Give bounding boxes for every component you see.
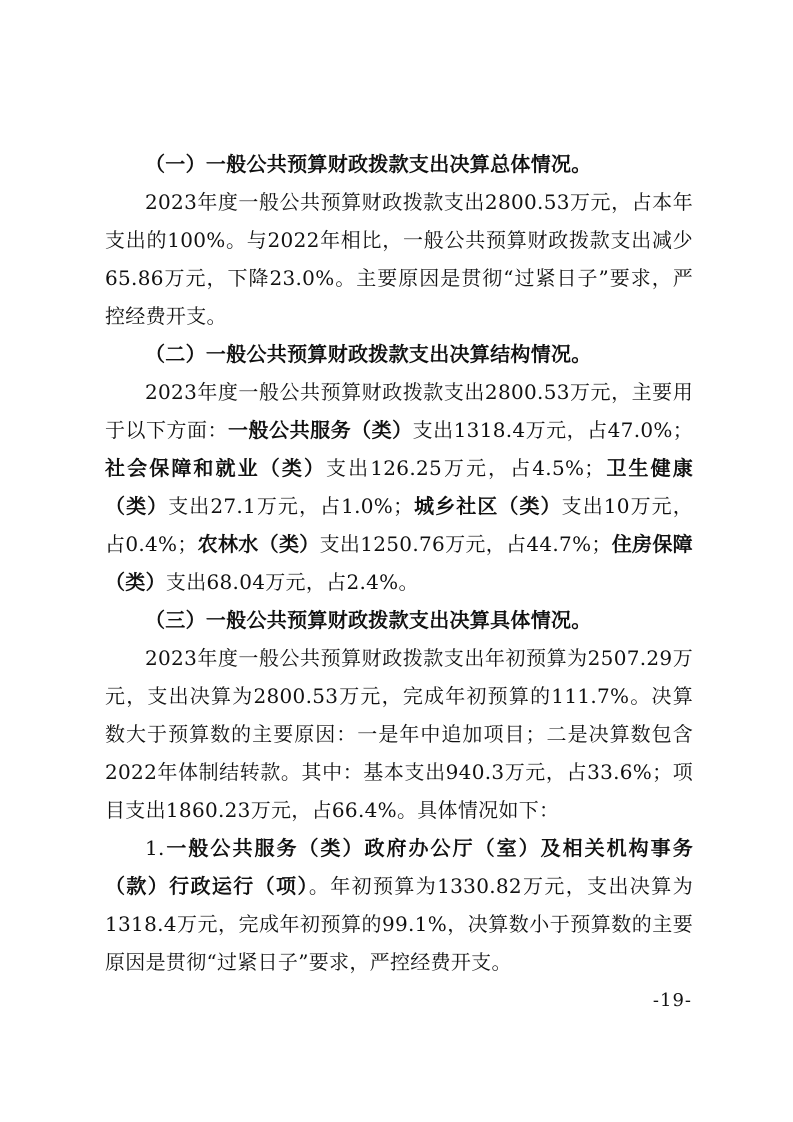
item-1-paragraph xyxy=(105,829,693,981)
section-1-heading: （一）一般公共预算财政拨款支出决算总体情况。 xyxy=(145,152,592,176)
category-name: 一般公共服务（类） xyxy=(228,418,413,442)
category-name: 卫生健康（类） xyxy=(105,456,693,518)
category-detail: 支出126.25万元，占4.5%； xyxy=(326,456,605,480)
category-name: 城乡社区（类） xyxy=(413,494,562,518)
category-detail: 支出27.1万元，占1.0%； xyxy=(168,494,414,518)
document-body xyxy=(105,145,693,981)
category-name: 社会保障和就业（类） xyxy=(105,456,327,480)
item-1-title: 一般公共服务（类）政府办公厅（室）及相关机构事务（款）行政运行（项） xyxy=(105,836,693,898)
section-2-intro: 2023年度一般公共预算财政拨款支出2800.53万元，主要用于以下方面： xyxy=(105,380,693,442)
category-name: 住房保障（类） xyxy=(105,532,693,594)
page-number: -19- xyxy=(652,990,692,1011)
category-detail: 支出1318.4万元，占47.0%； xyxy=(412,418,693,442)
category-detail: 支出68.04万元，占2.4%。 xyxy=(165,570,419,594)
category-name: 农林水（类） xyxy=(197,532,320,556)
category-detail: 支出1250.76万元，占44.7%； xyxy=(319,532,612,556)
item-1-text: 。年初预算为1330.82万元，支出决算为1318.4万元，完成年初预算的99.1%，决算数小于预算数的主要原因是贯彻“过紧日子”要求，严控经费开支。 xyxy=(105,874,693,974)
section-1-paragraph: 2023年度一般公共预算财政拨款支出2800.53万元，占本年支出的100%。与2022年相比，一般公共预算财政拨款支出减少65.86万元，下降23.0%。主要原因是贯彻“过紧日子”要求，严控经费开支。 xyxy=(105,190,693,328)
section-3-paragraph: 2023年度一般公共预算财政拨款支出年初预算为2507.29万元，支出决算为2800.53万元，完成年初预算的111.7%。决算数大于预算数的主要原因：一是年中追加项目；二是决算数包含2022年体制结转款。其中：基本支出940.3万元，占33.6%；项目支出1860.23万元，占66.4%。具体情况如下： xyxy=(105,646,693,822)
category-detail: 支出10万元，占0.4%； xyxy=(105,494,693,556)
section-2-paragraph xyxy=(105,373,693,601)
section-2-heading: （二）一般公共预算财政拨款支出决算结构情况。 xyxy=(145,342,592,366)
item-1-number: 1. xyxy=(145,836,165,860)
section-3-heading: （三）一般公共预算财政拨款支出决算具体情况。 xyxy=(145,608,592,632)
